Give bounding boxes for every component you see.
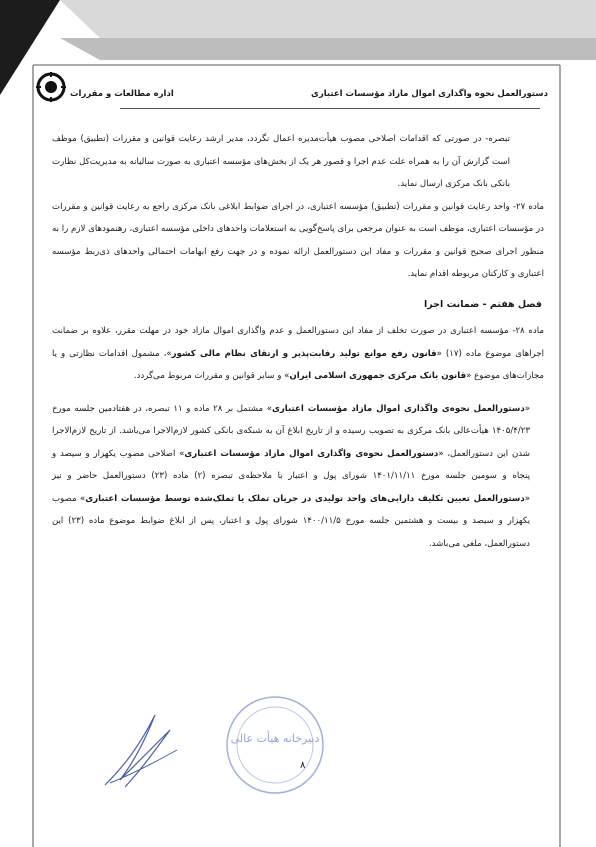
page-header [70,82,548,106]
signature-icon [95,705,185,795]
closing-text-4: » مصوب یکهزار و سیصد و بیست و هشتمین جلسه مورخ ۱۴۰۰/۱۱/۵ شورای پول و اعتبار، پس از ابلاغ ضوابط موضوع ماده (۲۳) این دستورالعمل، ملغی می‌باشد. [52,493,531,549]
law-name-2: قانون بانک مرکزی جمهوری اسلامی ایران [289,371,467,381]
closing-text-1: « [524,403,530,414]
closing-text-3: » اصلاحی مصوب یکهزار و سیصد و پنجاه و سومین جلسه مورخ ۱۴۰۱/۱۱/۱۱ شورای پول و اعتبار با ملاحظه‌ی تبصره (۲) ماده (۲۳) دستورالعمل حاضر و نیز « [52,448,531,504]
header-department: اداره مطالعات و مقررات [70,89,174,99]
closing-text-2: » مشتمل بر ۲۸ ماده و ۱۱ تبصره، در هفتادمین جلسه مورخ ۱۴۰۵/۴/۲۳ هیأت‌عالی بانک مرکزی به تصویب رسیده و از تاریخ ابلاغ آن به شبکه‌ی بانکی کشور لازم‌الاجرا می‌باشد. از تاریخ لازم‌الاجرا شدن این دستورالعمل، « [52,403,530,459]
stamp-text: دبیرخانه هیأت عالی [230,732,320,745]
note-paragraph: تبصره- در صورتی که اقدامات اصلاحی مصوب هیأت‌مدیره اعمال نگردد، مدیر ارشد رعایت قوانین و مقررات (تطبیق) موظف است گزارش آن را به همراه علت عدم اجرا و قصور هر یک از بخش‌های مؤسسه اعتباری به صورت سالیانه به مدیریت‌کل نظارت بانکی بانک مرکزی ارسال نماید. [52,134,510,189]
law-name-1: قانون رفع موانع تولید رقابت‌پذیر و ارتقای نظام مالی کشور [171,348,437,359]
article-28-text-3: » و سایر قوانین و مقررات مربوط می‌گردد. [133,371,290,381]
closing-bold-1: دستورالعمل نحوه‌ی واگذاری اموال مازاد مؤسسات اعتباری [271,403,525,414]
closing-bold-3: دستورالعمل تعیین تکلیف دارایی‌های واحد تولیدی در جریان تملک یا تملک‌شده توسط مؤسسات اعتباری [85,493,525,504]
closing-paragraph [52,398,544,556]
article-27-paragraph: ماده ۲۷- واحد رعایت قوانین و مقررات (تطبیق) مؤسسه اعتباری، در اجرای ضوابط ابلاغی بانک مرکزی راجع به رعایت قوانین و مقررات در مؤسسات اعتباری، موظف است به عنوان مرجعی برای پاسخ‌گویی به استعلامات واحدهای داخلی مؤسسه اعتباری، رهنمودهای لازم را به منظور اجرای صحیح قوانین و مقررات و مفاد این دستورالعمل ارائه نموده و در جهت رفع ابهامات احتمالی واحدهای ذی‌ربط مؤسسه اعتباری و کارکنان مربوطه اقدام نماید. [52,201,544,279]
article-28-paragraph [52,320,544,388]
header-document-title: دستورالعمل نحوه واگذاری اموال مازاد مؤسسات اعتباری [311,89,548,99]
article-28-text-2: »، مشمول اقدامات نظارتی و یا مجازات‌های موضوع « [52,348,544,381]
section-title: فصل هفتم - ضمانت اجرا [424,298,542,310]
closing-bold-2: دستورالعمل نحوه‌ی واگذاری اموال مازاد مؤسسات اعتباری [184,448,439,459]
central-bank-logo-icon [36,72,66,102]
official-stamp-icon [220,690,330,800]
document-body [52,128,544,555]
article-28-text-1: ماده ۲۸- مؤسسه اعتباری در صورت تخلف از مفاد این دستورالعمل و عدم واگذاری اموال مازاد خود در مهلت مقرر، علاوه بر ضمانت اجراهای موضوع ماده (۱۷) « [52,326,544,359]
header-divider [120,108,540,109]
page-number: ۸ [300,760,306,771]
